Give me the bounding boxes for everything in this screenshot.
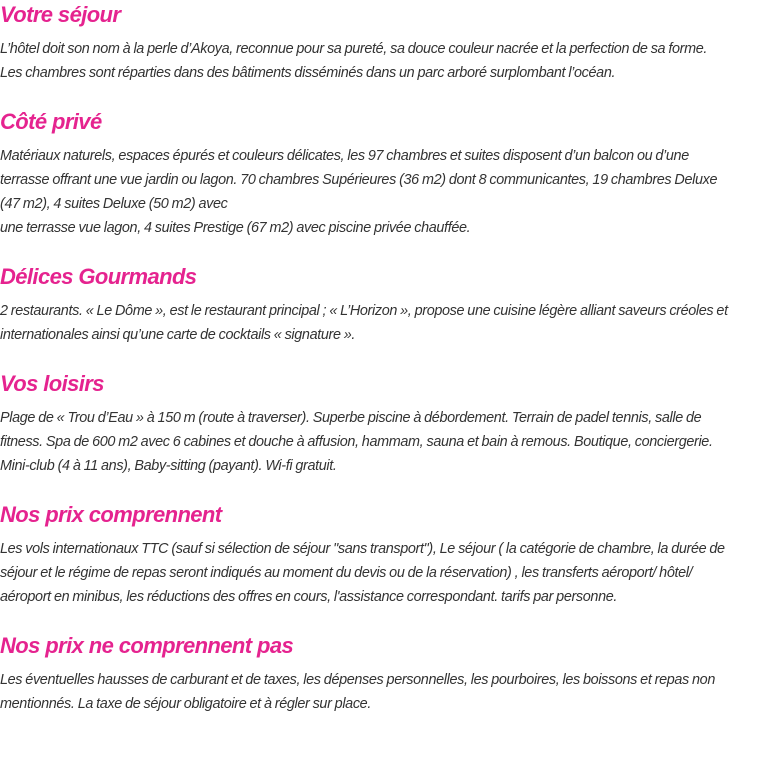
section-title: Délices Gourmands (0, 264, 197, 289)
section-text (0, 668, 758, 716)
section-title: Vos loisirs (0, 371, 104, 396)
text-line: mentionnés. La taxe de séjour obligatoire et à régler sur place. (0, 696, 371, 712)
text-line: fitness. Spa de 600 m2 avec 6 cabines et douche à affusion, hammam, sauna et bain à remous. Boutique, conciergerie. (0, 434, 713, 450)
text-line: Plage de « Trou d’Eau » à 150 m (route à traverser). Superbe piscine à débordement. Terrain de padel tennis, salle de (0, 410, 702, 426)
section-title: Votre séjour (0, 2, 121, 27)
text-line: internationales ainsi qu’une carte de cocktails « signature ». (0, 327, 356, 343)
text-line: (47 m2), 4 suites Deluxe (50 m2) avec (0, 196, 228, 212)
text-line: aéroport en minibus, les réductions des offres en cours, l'assistance correspondant. tarifs par personne. (0, 589, 618, 605)
section-nos-prix-comprennent (0, 501, 758, 609)
section-vos-loisirs (0, 370, 758, 478)
text-line: L’hôtel doit son nom à la perle d’Akoya, reconnue pour sa pureté, sa douce couleur nacrée et la perfection de sa forme. (0, 41, 708, 57)
section-text (0, 144, 758, 240)
section-text (0, 299, 758, 347)
text-line: Matériaux naturels, espaces épurés et couleurs délicates, les 97 chambres et suites disposent d’un balcon ou d’une (0, 148, 689, 164)
text-line: Les chambres sont réparties dans des bâtiments disséminés dans un parc arboré surplombant l’océan. (0, 65, 616, 81)
section-text (0, 37, 758, 85)
text-line: terrasse offrant une vue jardin ou lagon. 70 chambres Supérieures (36 m2) dont 8 communicantes, 19 chambres Deluxe (0, 172, 718, 188)
section-title: Nos prix ne comprennent pas (0, 633, 294, 658)
section-cote-prive (0, 108, 758, 240)
text-line: 2 restaurants. « Le Dôme », est le restaurant principal ; « L’Horizon », propose une cuisine légère alliant saveurs créoles et (0, 303, 728, 319)
section-title: Nos prix comprennent (0, 502, 222, 527)
text-line: séjour et le régime de repas seront indiqués au moment du devis ou de la réservation) , les transferts aéroport/ hôtel/ (0, 565, 693, 581)
section-delices-gourmands (0, 263, 758, 347)
text-line: Les vols internationaux TTC (sauf si sélection de séjour "sans transport"), Le séjour ( la catégorie de chambre, la durée de (0, 541, 725, 557)
section-title: Côté privé (0, 109, 102, 134)
section-nos-prix-ne-comprennent-pas (0, 632, 758, 716)
hotel-description (0, 1, 758, 716)
section-text (0, 537, 758, 609)
text-line: Mini-club (4 à 11 ans), Baby-sitting (payant). Wi-fi gratuit. (0, 458, 337, 474)
section-votre-sejour (0, 1, 758, 85)
section-text (0, 406, 758, 478)
text-line: Les éventuelles hausses de carburant et de taxes, les dépenses personnelles, les pourboires, les boissons et repas non (0, 672, 715, 688)
text-line: une terrasse vue lagon, 4 suites Prestige (67 m2) avec piscine privée chauffée. (0, 220, 471, 236)
